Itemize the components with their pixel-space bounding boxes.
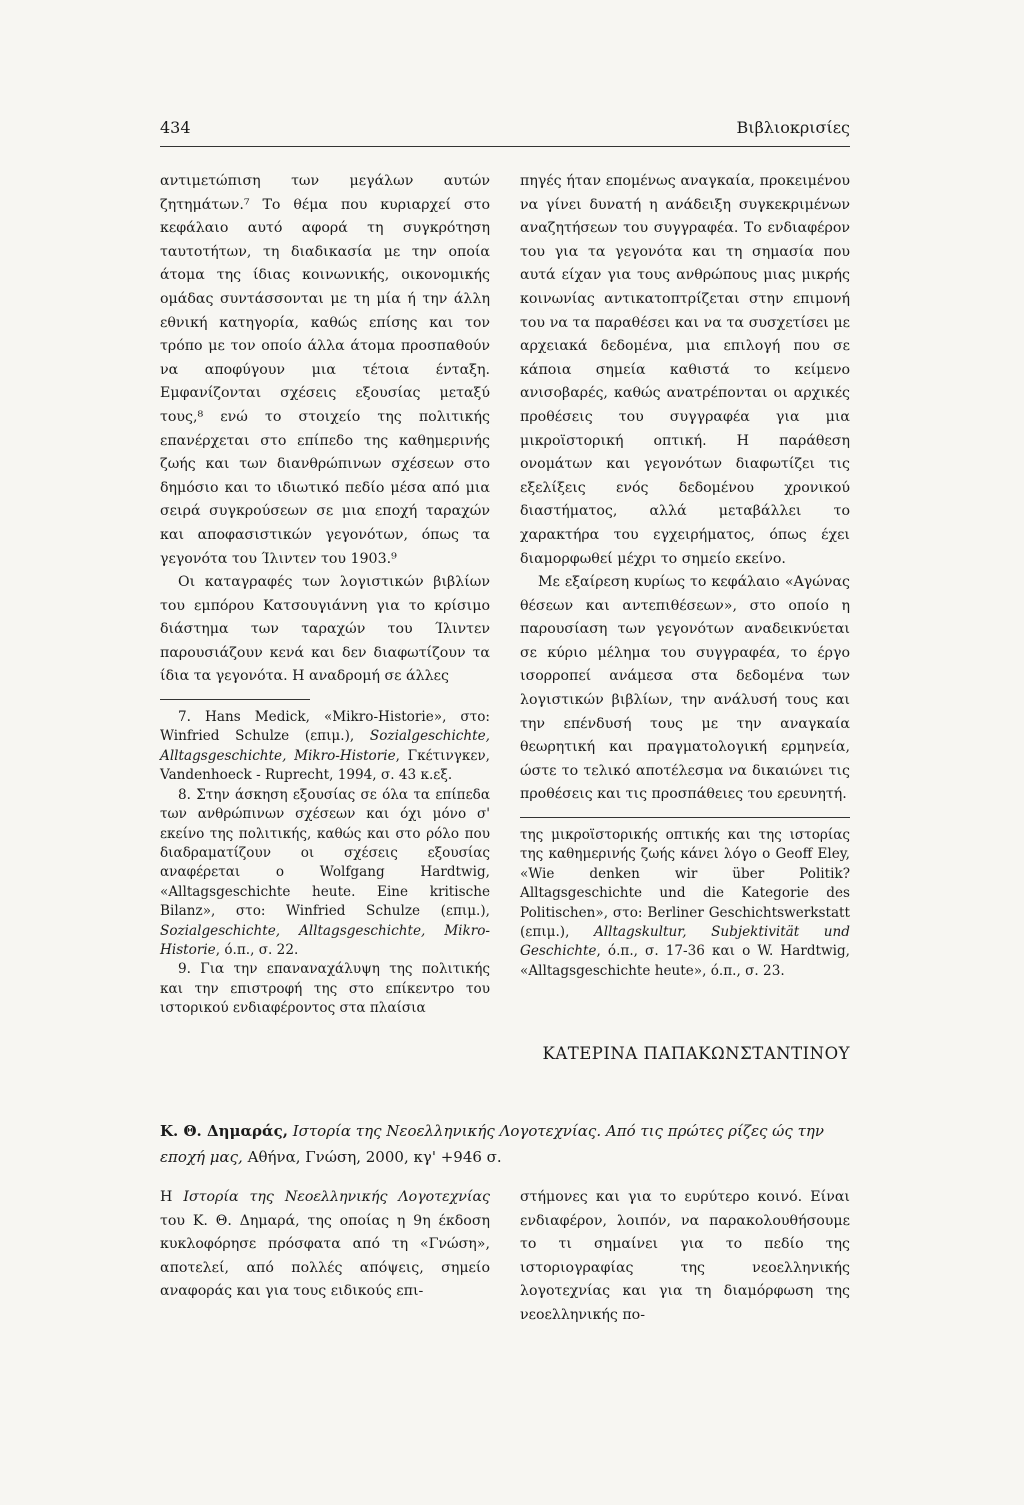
right-column	[520, 170, 850, 981]
review-citation	[160, 1118, 850, 1170]
body-paragraph: στήμονες και για το ευρύτερο κοινό. Είναι ενδιαφέρον, λοιπόν, να παρακολουθήσουμε το τι σημαίνει για το πεδίο της ιστοριογραφίας της νεοελληνικής λογοτεχνίας και για τη διαμόρφωση της νεοελληνικής πο-	[520, 1189, 850, 1323]
footnote-rule	[160, 699, 310, 700]
author-signature: ΚΑΤΕΡΙΝΑ ΠΑΠΑΚΩΝΣΤΑΝΤΙΝΟΥ	[542, 1044, 850, 1063]
review-right-column	[520, 1186, 850, 1328]
body-paragraph: Οι καταγραφές των λογιστικών βιβλίων του εμπόρου Κατσουγιάννη για το κρίσιμο διάστημα των ταραχών του Ίλιντεν παρουσιάζουν κενά και δεν διαφωτίζουν τα ίδια τα γεγονότα. Η αναδρομή σε άλλες	[160, 574, 490, 685]
page	[160, 118, 850, 1323]
page-number: 434	[160, 118, 191, 137]
footnote-8: 8. Στην άσκηση εξουσίας σε όλα τα επίπεδα των ανθρώπινων σχέσεων και όχι μόνο σ' εκείνο της πολιτικής, καθώς και στο ρόλο που διαδραματίζουν οι σχέσεις εξουσίας αναφέρεται ο Wolfgang Hardtwig, «Alltagsgeschichte heute. Eine kritische Bilanz», στο: Winfried Schulze (επιμ.), Sozialgeschichte, Alltagsgeschichte, Mikro-Historie, ό.π., σ. 22.	[160, 786, 490, 958]
footnotes	[520, 826, 850, 981]
footnote-continuation: της μικροϊστορικής οπτικής και της ιστορίας της καθημερινής ζωής κάνει λόγο ο Geoff Eley, «Wie denken wir über Politik? Alltagsgeschichte und die Kategorie des Politischen», στο: Berliner Geschichtswerkstatt (επιμ.), Alltagskultur, Subjektivität und Geschichte, ό.π., σ. 17-36 και ο W. Hardtwig, «Alltagsgeschichte heute», ό.π., σ. 23.	[520, 827, 850, 979]
footnote-9: 9. Για την επαναναχάλυψη της πολιτικής και την επιστροφή της στο επίκεντρο του ιστορικού ενδιαφέροντος στα πλαίσια	[160, 961, 490, 1017]
footnote-7: 7. Hans Medick, «Mikro-Historie», στο: Winfried Schulze (επιμ.), Sozialgeschichte, Alltagsgeschichte, Mikro-Historie, Γκέτινγκεν, Vandenhoeck - Ruprecht, 1994, σ. 43 κ.εξ.	[160, 709, 490, 784]
body-paragraph: Με εξαίρεση κυρίως το κεφάλαιο «Αγώνας θέσεων και αντεπιθέσεων», στο οποίο η παρουσίαση των γεγονότων αναδεικνύεται σε κύριο μέλημα του συγγραφέα, το έργο ισορροπεί ανάμεσα στα δεδομένα των λογιστικών βιβλίων, την ανάλυσή τους και την επένδυσή τους με την αναγκαία θεωρητική και πραγματολογική ερμηνεία, ώστε το τελικό αποτέλεσμα να δικαιώνει τις προθέσεις και τις προσπάθειες του ερευνητή.	[520, 574, 850, 803]
review-left-column	[160, 1186, 490, 1304]
left-column	[160, 170, 490, 1019]
footnote-rule	[520, 817, 850, 818]
review-author: Κ. Θ. Δημαράς,	[160, 1122, 288, 1140]
review-book-title: Ιστορία της Νεοελληνικής Λογοτεχνίας. Από τις πρώτες ρίζες ώς την εποχή μας,	[160, 1122, 824, 1166]
review-publication: Αθήνα, Γνώση, 2000, κγ' +946 σ.	[242, 1148, 502, 1166]
header-rule	[160, 146, 850, 147]
section-title: Βιβλιοκρισίες	[736, 118, 850, 137]
body-paragraph: Η Ιστορία της Νεοελληνικής Λογοτεχνίας του Κ. Θ. Δημαρά, της οποίας η 9η έκδοση κυκλοφόρησε πρόσφατα από τη «Γνώση», αποτελεί, από πολλές απόψεις, σημείο αναφοράς και για τους ειδικούς επι-	[160, 1189, 490, 1300]
body-paragraph: αντιμετώπιση των μεγάλων αυτών ζητημάτων.⁷ Το θέμα που κυριαρχεί στο κεφάλαιο αυτό αφορά τη συγκρότηση ταυτοτήτων, τη διαδικασία με την οποία άτομα της ίδιας κοινωνικής, οικονομικής ομάδας συντάσσονται με τη μία ή την άλλη εθνική κατηγορία, καθώς επίσης και τον τρόπο με τον οποίο άλλα άτομα προσπαθούν να αποφύγουν μια τέτοια ένταξη. Εμφανίζονται σχέσεις εξουσίας μεταξύ τους,⁸ ενώ το στοιχείο της πολιτικής επανέρχεται στο επίπεδο της καθημερινής ζωής και των διανθρώπινων σχέσεων στο δημόσιο και το ιδιωτικό πεδίο μέσα από μια σειρά συγκρούσεων σε μια εποχή ταραχών και αποφασιστικών γεγονότων, όπως τα γεγονότα του Ίλιντεν του 1903.⁹	[160, 173, 490, 567]
body-paragraph: πηγές ήταν επομένως αναγκαία, προκειμένου να γίνει δυνατή η ανάδειξη συγκεκριμένων αναζητήσεων του συγγραφέα. Το ενδιαφέρον του για τα γεγονότα και τη σημασία που αυτά είχαν για τους ανθρώπους μιας μικρής κοινωνίας αντικατοπτρίζεται στην επιμονή του να τα παραθέσει και να τα συσχετίσει με αρχειακά δεδομένα, μια επιλογή που σε κάποια σημεία καθιστά το κείμενο ανισοβαρές, καθώς ανατρέπονται οι αρχικές προθέσεις του συγγραφέα για μια μικροϊστορική οπτική. Η παράθεση ονομάτων και γεγονότων διαφωτίζει τις εξελίξεις ενός δεδομένου χρονικού διαστήματος, αλλά μεταβάλλει το χαρακτήρα του εγχειρήματος, όπως έχει διαμορφωθεί μέχρι το σημείο εκείνο.	[520, 173, 850, 567]
running-header	[160, 118, 850, 146]
footnotes	[160, 708, 490, 1019]
